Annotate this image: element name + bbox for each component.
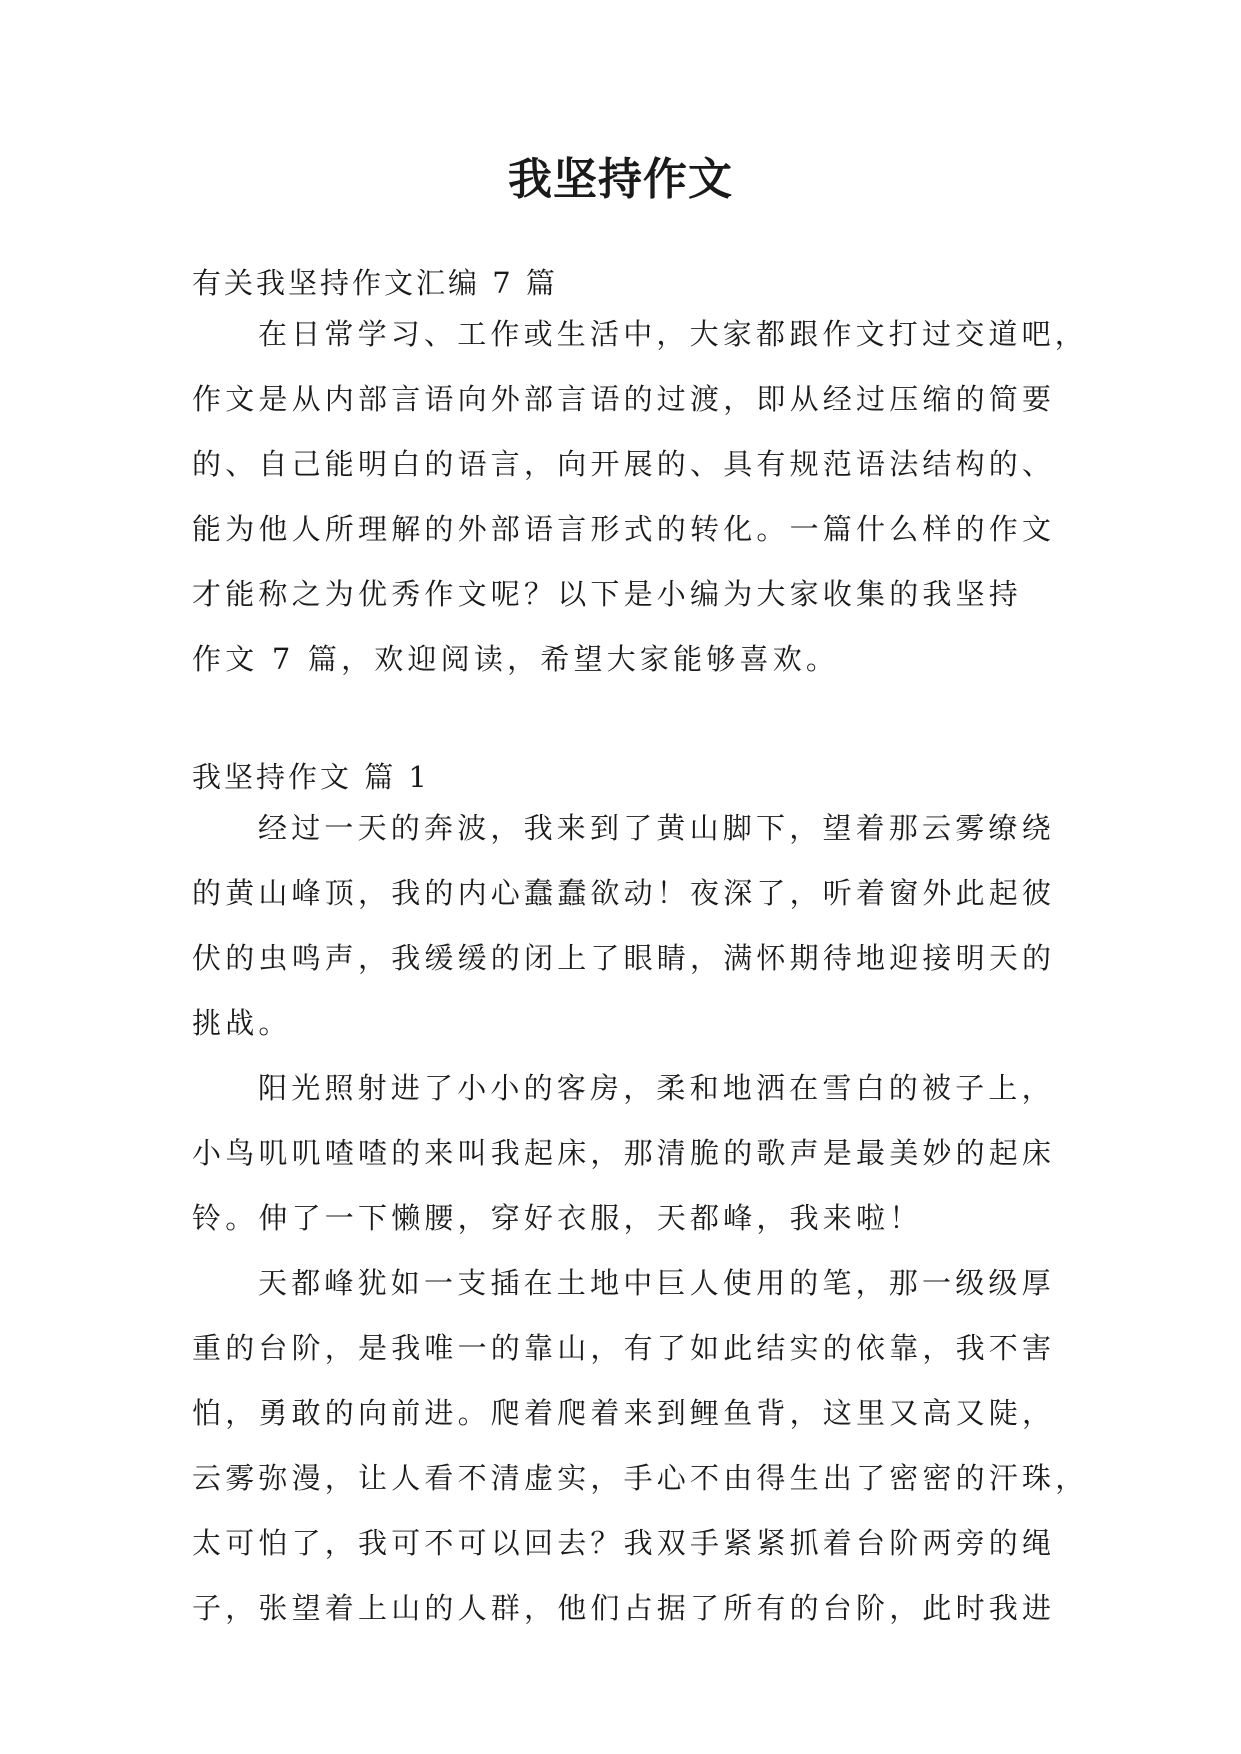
paragraph-line: 子，张望着上山的人群，他们占据了所有的台阶，此时我进 xyxy=(192,1591,1056,1625)
paragraph-line: 太可怕了，我可不可以回去？我双手紧紧抓着台阶两旁的绳 xyxy=(192,1526,1056,1560)
document-title: 我坚持作文 xyxy=(508,154,733,205)
paragraph-line: 的黄山峰顶，我的内心蠢蠢欲动！夜深了，听着窗外此起彼 xyxy=(192,876,1056,910)
paragraph-line: 重的台阶，是我唯一的靠山，有了如此结实的依靠，我不害 xyxy=(192,1331,1056,1365)
paragraph-line: 作文 7 篇，欢迎阅读，希望大家能够喜欢。 xyxy=(192,642,840,676)
body-paragraph-1 xyxy=(192,796,1080,1056)
paragraph-line: 铃。伸了一下懒腰，穿好衣服，天都峰，我来啦！ xyxy=(192,1201,923,1235)
paragraph-line: 才能称之为优秀作文呢？以下是小编为大家收集的我坚持 xyxy=(192,577,1023,611)
paragraph-line: 伏的虫鸣声，我缓缓的闭上了眼睛，满怀期待地迎接明天的 xyxy=(192,941,1056,975)
section-heading: 我坚持作文 篇 1 xyxy=(192,760,430,794)
paragraph-line: 在日常学习、工作或生活中，大家都跟作文打过交道吧， xyxy=(258,317,1089,351)
body-paragraph-2 xyxy=(192,1056,1080,1251)
paragraph-line: 能为他人所理解的外部语言形式的转化。一篇什么样的作文 xyxy=(192,512,1056,546)
paragraph-line: 天都峰犹如一支插在土地中巨人使用的笔，那一级级厚 xyxy=(258,1266,1055,1300)
intro-paragraph xyxy=(192,302,1089,692)
paragraph-line: 的、自己能明白的语言，向开展的、具有规范语法结构的、 xyxy=(192,447,1056,481)
body-paragraph-3 xyxy=(192,1251,1089,1641)
paragraph-line: 挑战。 xyxy=(192,1006,292,1040)
paragraph-line: 云雾弥漫，让人看不清虚实，手心不由得生出了密密的汗珠， xyxy=(192,1461,1089,1495)
paragraph-line: 阳光照射进了小小的客房，柔和地洒在雪白的被子上， xyxy=(258,1071,1055,1105)
collection-heading: 有关我坚持作文汇编 7 篇 xyxy=(192,266,558,300)
paragraph-line: 小鸟叽叽喳喳的来叫我起床，那清脆的歌声是最美妙的起床 xyxy=(192,1136,1056,1170)
paragraph-line: 作文是从内部言语向外部言语的过渡，即从经过压缩的简要 xyxy=(192,382,1056,416)
paragraph-line: 怕，勇敢的向前进。爬着爬着来到鲤鱼背，这里又高又陡， xyxy=(192,1396,1056,1430)
paragraph-line: 经过一天的奔波，我来到了黄山脚下，望着那云雾缭绕 xyxy=(258,811,1055,845)
